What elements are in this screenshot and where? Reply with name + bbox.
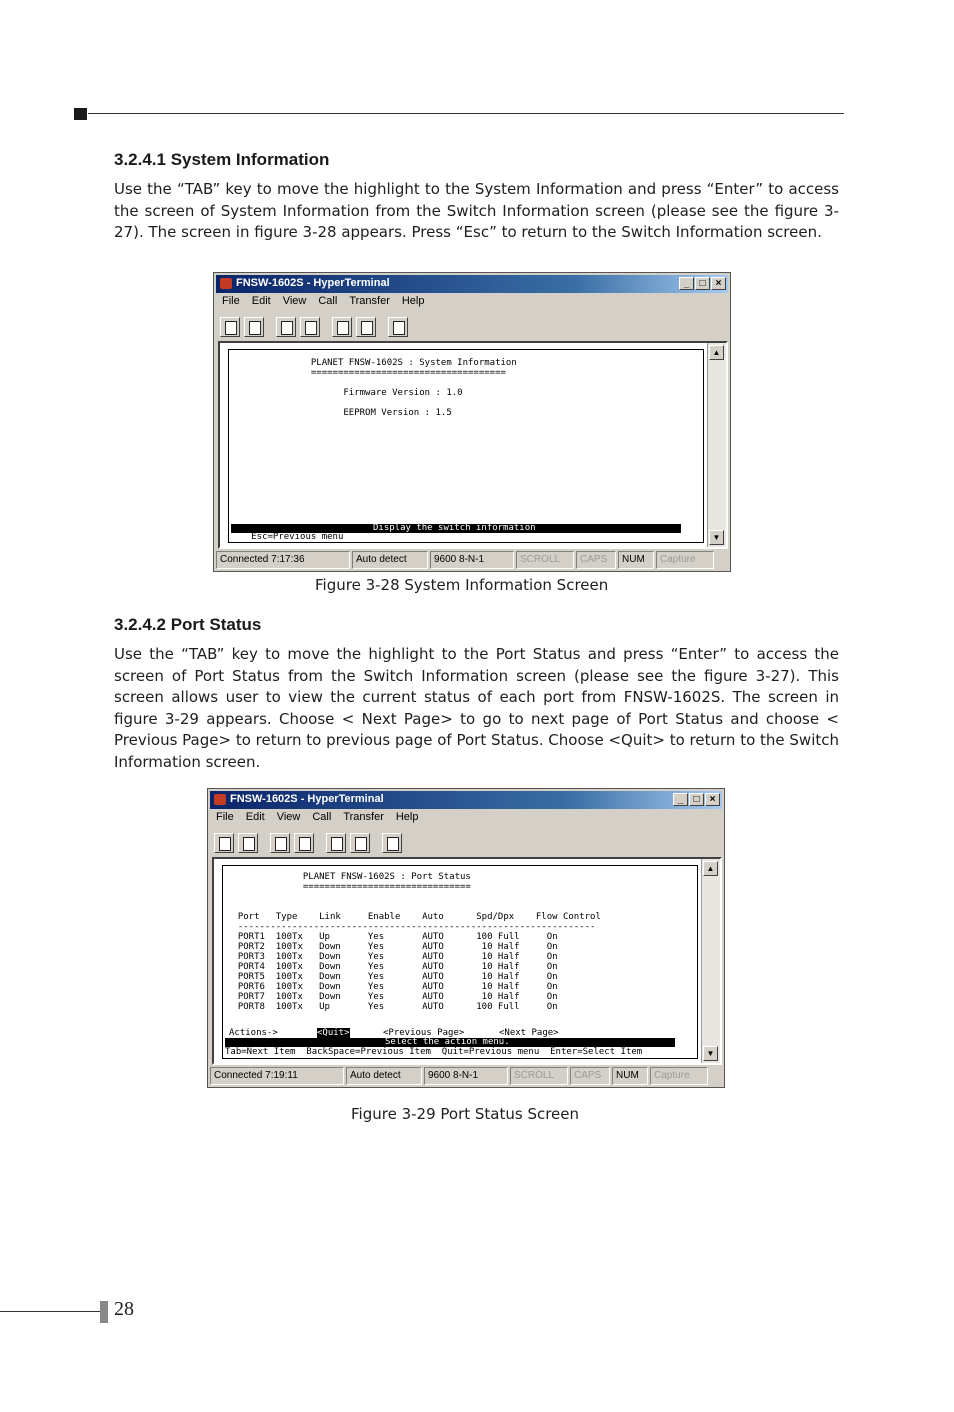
receive-icon[interactable]	[356, 317, 376, 337]
minimize-button[interactable]: _	[679, 277, 694, 290]
figure-caption-3-28: Figure 3-28 System Information Screen	[315, 576, 609, 594]
previous-page-button[interactable]: <Previous Page>	[383, 1028, 465, 1038]
help-text: Select the action menu.	[385, 1037, 510, 1047]
status-caps: CAPS	[576, 551, 616, 569]
scroll-up-icon[interactable]: ▲	[709, 345, 724, 360]
help-text: Display the switch information	[373, 523, 536, 533]
menu-file[interactable]: File	[222, 295, 240, 307]
menu-help[interactable]: Help	[395, 811, 419, 823]
terminal-footer: Esc=Previous menu	[235, 532, 344, 542]
status-capture: Capture	[650, 1067, 708, 1085]
new-icon[interactable]	[220, 317, 240, 337]
status-bar	[210, 1067, 722, 1085]
phone-icon[interactable]	[270, 833, 290, 853]
menu-edit[interactable]: Edit	[251, 295, 271, 307]
status-detect: Auto detect	[346, 1067, 422, 1085]
page-number: 28	[114, 1298, 134, 1320]
hyperterminal-icon	[214, 794, 226, 805]
status-caps: CAPS	[570, 1067, 610, 1085]
maximize-button[interactable]: □	[695, 277, 710, 290]
scrollbar[interactable]	[701, 859, 720, 1063]
terminal-text: PLANET FNSW-1602S : Port Status =============================== Port Type Link Enable Auto Spd/Dpx Flow Control ------------------------------------------------------------------ PORT1 100Tx Up Yes AUTO 100 Full On PORT2 100Tx Down Yes AUTO 10 Half On PORT3 100Tx Down Yes AUTO 10 Half On PORT4 100Tx Down Yes AUTO 10 Half On PORT5 100Tx Down Yes AUTO 10 Half On PORT6 100Tx Down Yes AUTO 10 Half On PORT7 100Tx Down Yes AUTO 10 Half On PORT8 100Tx Up Yes AUTO 100 Full On	[237, 872, 601, 1012]
section-body-system-information: Use the “TAB” key to move the highlight to the System Information and press “Enter” to access the screen of System Information from the Switch Information screen (please see the figure 3-27). The screen in figure 3-28 appears. Press “Esc” to return to the Switch Information screen.	[114, 180, 839, 242]
menu-view[interactable]: View	[276, 811, 301, 823]
new-icon[interactable]	[214, 833, 234, 853]
header-rule	[88, 113, 844, 114]
scroll-up-icon[interactable]: ▲	[703, 861, 718, 876]
status-num: NUM	[618, 551, 654, 569]
section-body-port-status: Use the “TAB” key to move the highlight to the Port Status and press “Enter” to access the screen of Port Status from the Switch Information screen (please see the figure 3-27). This screen allows user to view the current status of each port from FNSW-1602S. The screen in figure 3-29 appears. Choose < Next Page> to go to next page of Port Status and choose < Previous Page> to return to previous page of Port Status. Choose <Quit> to return to the Switch Information screen.	[114, 645, 839, 771]
properties-icon[interactable]	[382, 833, 402, 853]
footer-rule	[0, 1311, 100, 1312]
status-scroll: SCROLL	[516, 551, 574, 569]
status-baud: 9600 8-N-1	[424, 1067, 508, 1085]
actions-label: Actions->	[229, 1028, 278, 1038]
title-bar	[216, 275, 728, 293]
close-button[interactable]: ×	[705, 793, 720, 806]
title-bar	[210, 791, 722, 809]
menu-help[interactable]: Help	[401, 295, 425, 307]
footer-bar	[100, 1301, 108, 1323]
header-square	[74, 108, 87, 120]
menu-edit[interactable]: Edit	[245, 811, 265, 823]
status-scroll: SCROLL	[510, 1067, 568, 1085]
section-heading-system-information: 3.2.4.1 System Information	[114, 150, 330, 169]
terminal-screen[interactable]	[228, 349, 704, 543]
status-detect: Auto detect	[352, 551, 428, 569]
hyperterminal-icon	[220, 278, 232, 289]
disconnect-icon[interactable]	[300, 317, 320, 337]
minimize-button[interactable]: _	[673, 793, 688, 806]
toolbar	[218, 315, 408, 339]
menu-file[interactable]: File	[216, 811, 234, 823]
hyperterminal-window-1	[213, 272, 731, 572]
status-capture: Capture	[656, 551, 714, 569]
hyperterminal-window-2	[207, 788, 725, 1088]
open-icon[interactable]	[244, 317, 264, 337]
status-connected: Connected 7:19:11	[210, 1067, 344, 1085]
receive-icon[interactable]	[350, 833, 370, 853]
menu-call[interactable]: Call	[318, 295, 338, 307]
status-baud: 9600 8-N-1	[430, 551, 514, 569]
menu-view[interactable]: View	[282, 295, 307, 307]
menu-bar	[218, 295, 424, 311]
status-connected: Connected 7:17:36	[216, 551, 350, 569]
menu-transfer[interactable]: Transfer	[349, 295, 390, 307]
terminal-frame	[218, 341, 728, 549]
toolbar	[212, 831, 402, 855]
section-heading-port-status: 3.2.4.2 Port Status	[114, 615, 262, 634]
menu-bar	[212, 811, 418, 827]
menu-transfer[interactable]: Transfer	[343, 811, 384, 823]
send-icon[interactable]	[332, 317, 352, 337]
disconnect-icon[interactable]	[294, 833, 314, 853]
terminal-frame	[212, 857, 722, 1065]
send-icon[interactable]	[326, 833, 346, 853]
figure-caption-3-29: Figure 3-29 Port Status Screen	[351, 1105, 580, 1123]
terminal-screen[interactable]	[222, 865, 698, 1059]
maximize-button[interactable]: □	[689, 793, 704, 806]
window-title: FNSW-1602S - HyperTerminal	[236, 277, 390, 289]
terminal-text: PLANET FNSW-1602S : System Information ==================================== Firmware Version : 1.0 EEPROM Version : 1.5	[310, 358, 517, 418]
quit-button[interactable]: <Quit>	[317, 1028, 350, 1038]
help-highlight-bar	[225, 1038, 675, 1047]
next-page-button[interactable]: <Next Page>	[499, 1028, 559, 1038]
open-icon[interactable]	[238, 833, 258, 853]
terminal-footer: Tab=Next Item BackSpace=Previous Item Quit=Previous menu Enter=Select Item	[225, 1047, 643, 1057]
window-title: FNSW-1602S - HyperTerminal	[230, 793, 384, 805]
properties-icon[interactable]	[388, 317, 408, 337]
scroll-down-icon[interactable]: ▼	[709, 530, 724, 545]
scrollbar[interactable]	[707, 343, 726, 547]
status-num: NUM	[612, 1067, 648, 1085]
status-bar	[216, 551, 728, 569]
phone-icon[interactable]	[276, 317, 296, 337]
scroll-down-icon[interactable]: ▼	[703, 1046, 718, 1061]
close-button[interactable]: ×	[711, 277, 726, 290]
menu-call[interactable]: Call	[312, 811, 332, 823]
